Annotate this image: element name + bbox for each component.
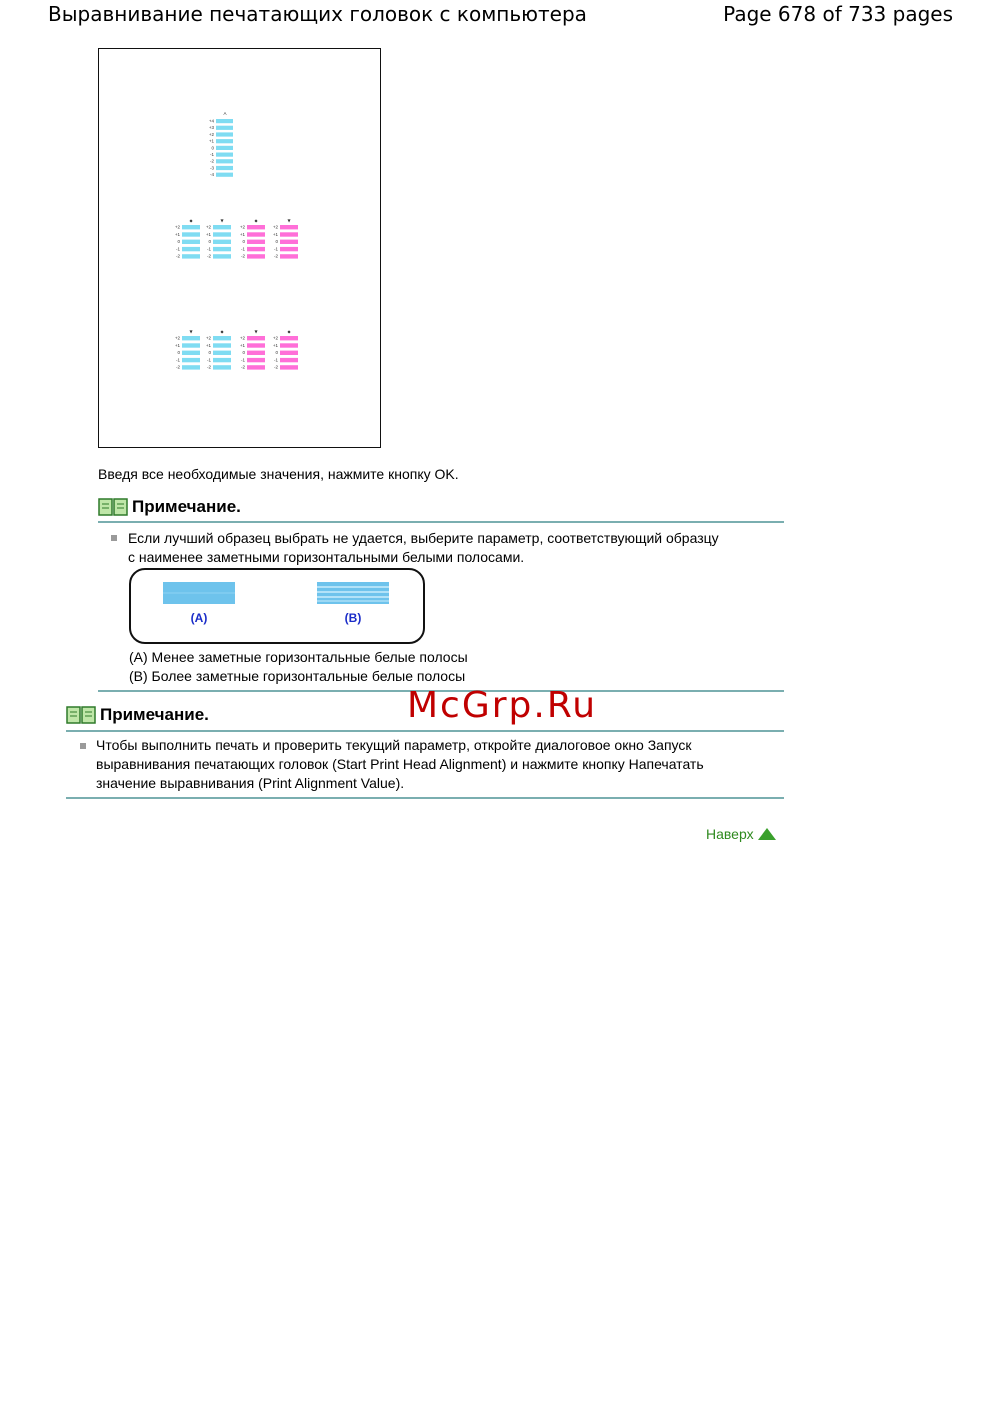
top-pattern-bar	[216, 119, 233, 123]
top-pattern-bar	[216, 132, 233, 136]
group-pattern-bar	[247, 247, 265, 251]
group-pattern-bar	[213, 358, 231, 362]
group-pattern-bar	[182, 343, 200, 347]
group-column-marker: ▼	[287, 218, 291, 223]
instruction-text: Введя все необходимые значения, нажмите кнопку OK.	[98, 466, 459, 482]
group-tick-label: 0	[208, 350, 211, 356]
sample-captions	[129, 648, 468, 686]
note1-header	[98, 497, 241, 517]
note1-text	[128, 529, 719, 567]
group-tick-label: -2	[273, 253, 278, 259]
page-counter: Page 678 of 733 pages	[723, 2, 953, 26]
group-pattern-bar	[280, 365, 298, 369]
page-title: Выравнивание печатающих головок с компьютера	[48, 2, 587, 26]
alignment-pattern-figure	[98, 48, 381, 448]
group-tick-label: +2	[239, 224, 245, 230]
top-pattern-bar	[216, 166, 233, 170]
sample-comparison-box	[129, 568, 425, 644]
group-pattern-bar	[213, 336, 231, 340]
group-tick-label: +1	[239, 342, 245, 348]
group-tick-label: -1	[273, 246, 278, 252]
group-pattern-bar	[247, 351, 265, 355]
group-pattern-bar	[213, 254, 231, 258]
note2-bottom-rule	[66, 797, 784, 799]
top-tick-label: +3	[208, 125, 214, 131]
group-tick-label: +2	[205, 335, 211, 341]
group-tick-label: 0	[177, 350, 180, 356]
group-tick-label: +1	[205, 231, 211, 237]
group-column-marker: ◆	[220, 329, 224, 334]
group-pattern-bar	[182, 225, 200, 229]
group-pattern-bar	[247, 365, 265, 369]
book-icon	[98, 497, 128, 517]
group-pattern-bar	[247, 343, 265, 347]
group-pattern-bar	[213, 240, 231, 244]
group-tick-label: +2	[174, 335, 180, 341]
group-pattern-bar	[182, 351, 200, 355]
group-pattern-bar	[247, 358, 265, 362]
caption-b: (B) Более заметные горизонтальные белые полосы	[129, 668, 466, 684]
group-tick-label: -2	[206, 253, 211, 259]
group-column-marker: ▼	[189, 329, 193, 334]
group-tick-label: -1	[175, 246, 180, 252]
group-tick-label: -1	[240, 246, 245, 252]
top-tick-label: +1	[208, 138, 214, 144]
group-pattern-bar	[213, 232, 231, 236]
group-pattern-bar	[247, 254, 265, 258]
group-tick-label: +1	[174, 231, 180, 237]
group-tick-label: -2	[273, 364, 278, 370]
top-tick-label: +2	[208, 131, 214, 137]
group-tick-label: +1	[205, 342, 211, 348]
note2-text-line3: значение выравнивания (Print Alignment Value).	[96, 775, 405, 791]
note1-text-line2: с наименее заметными горизонтальными белыми полосами.	[128, 549, 525, 565]
group-column-marker: ◆	[189, 218, 193, 223]
top-tick-label: -1	[209, 152, 214, 157]
sample-b-label: (B)	[344, 611, 362, 625]
group-tick-label: -1	[175, 357, 180, 363]
top-column-label: A	[223, 111, 227, 116]
group-pattern-bar	[182, 254, 200, 258]
note1-text-line1: Если лучший образец выбрать не удается, выберите параметр, соответствующий образцу	[128, 530, 719, 546]
group-pattern-bar	[182, 358, 200, 362]
bullet-marker	[111, 535, 117, 541]
group-pattern-bar	[280, 254, 298, 258]
sample-a-swatch	[163, 582, 235, 604]
top-tick-label: -2	[209, 158, 214, 164]
back-to-top-link[interactable]	[706, 826, 776, 842]
group-pattern-bar	[182, 232, 200, 236]
group-pattern-bar	[182, 365, 200, 369]
group-pattern-bar	[280, 240, 298, 244]
top-pattern-bar	[216, 153, 233, 157]
group-pattern-bar	[213, 351, 231, 355]
top-pattern-bar	[216, 139, 233, 143]
note2-text	[96, 736, 704, 793]
top-tick-label: -3	[209, 165, 214, 171]
top-pattern-bar	[216, 146, 233, 150]
caption-a: (A) Менее заметные горизонтальные белые полосы	[129, 649, 468, 665]
group-pattern-bar	[213, 247, 231, 251]
group-tick-label: +2	[272, 335, 278, 341]
sample-a-label: (A)	[190, 611, 208, 625]
group-pattern-bar	[247, 225, 265, 229]
top-pattern-bar	[216, 126, 233, 130]
group-tick-label: -2	[240, 364, 245, 370]
group-pattern-bar	[280, 351, 298, 355]
group-tick-label: -2	[175, 253, 180, 259]
note2-text-line1: Чтобы выполнить печать и проверить текущий параметр, откройте диалоговое окно Запуск	[96, 737, 692, 753]
top-tick-label: +4	[208, 118, 214, 124]
note1-title: Примечание.	[132, 497, 241, 516]
group-pattern-bar	[182, 240, 200, 244]
group-tick-label: 0	[242, 239, 245, 245]
group-tick-label: -1	[206, 357, 211, 363]
group-pattern-bar	[280, 225, 298, 229]
page-header	[0, 0, 1000, 30]
sample-comparison-svg	[131, 570, 423, 642]
group-pattern-bar	[213, 365, 231, 369]
group-pattern-bar	[280, 358, 298, 362]
book-icon	[66, 705, 96, 725]
note2-title: Примечание.	[100, 705, 209, 724]
group-tick-label: +2	[174, 224, 180, 230]
up-arrow-icon[interactable]	[758, 828, 776, 840]
group-tick-label: +2	[272, 224, 278, 230]
alignment-pattern-svg	[99, 49, 380, 447]
group-tick-label: +1	[272, 342, 278, 348]
top-pattern-bar	[216, 173, 233, 177]
back-to-top-label[interactable]: Наверх	[706, 826, 754, 842]
group-column-marker: ▼	[254, 329, 258, 334]
group-column-marker: ▼	[220, 218, 224, 223]
watermark: McGrp.Ru	[407, 685, 598, 726]
sample-b-swatch	[317, 582, 389, 604]
group-tick-label: -2	[206, 364, 211, 370]
group-tick-label: 0	[275, 350, 278, 356]
bullet-marker	[80, 743, 86, 749]
group-tick-label: 0	[177, 239, 180, 245]
group-column-marker: ◆	[287, 329, 291, 334]
group-pattern-bar	[280, 232, 298, 236]
group-pattern-bar	[213, 343, 231, 347]
group-tick-label: -1	[206, 246, 211, 252]
group-tick-label: +1	[174, 342, 180, 348]
group-pattern-bar	[280, 247, 298, 251]
group-tick-label: -2	[175, 364, 180, 370]
group-pattern-bar	[182, 336, 200, 340]
group-pattern-bar	[213, 225, 231, 229]
group-tick-label: -1	[273, 357, 278, 363]
group-pattern-bar	[247, 232, 265, 236]
group-tick-label: +1	[272, 231, 278, 237]
group-tick-label: 0	[208, 239, 211, 245]
group-tick-label: 0	[242, 350, 245, 356]
group-tick-label: +2	[239, 335, 245, 341]
top-pattern-bar	[216, 159, 233, 163]
group-pattern-bar	[247, 336, 265, 340]
note2-top-rule	[66, 730, 784, 732]
group-tick-label: 0	[275, 239, 278, 245]
group-column-marker: ◆	[254, 218, 258, 223]
group-tick-label: -1	[240, 357, 245, 363]
note2-text-line2: выравнивания печатающих головок (Start Print Head Alignment) и нажмите кнопку Напечатать	[96, 756, 704, 772]
group-pattern-bar	[280, 336, 298, 340]
group-tick-label: +1	[239, 231, 245, 237]
top-tick-label: -4	[209, 172, 214, 178]
group-tick-label: -2	[240, 253, 245, 259]
note2-header	[66, 705, 209, 725]
group-pattern-bar	[182, 247, 200, 251]
note1-top-rule	[98, 521, 784, 523]
group-tick-label: +2	[205, 224, 211, 230]
group-pattern-bar	[280, 343, 298, 347]
group-pattern-bar	[247, 240, 265, 244]
top-tick-label: 0	[211, 145, 214, 151]
